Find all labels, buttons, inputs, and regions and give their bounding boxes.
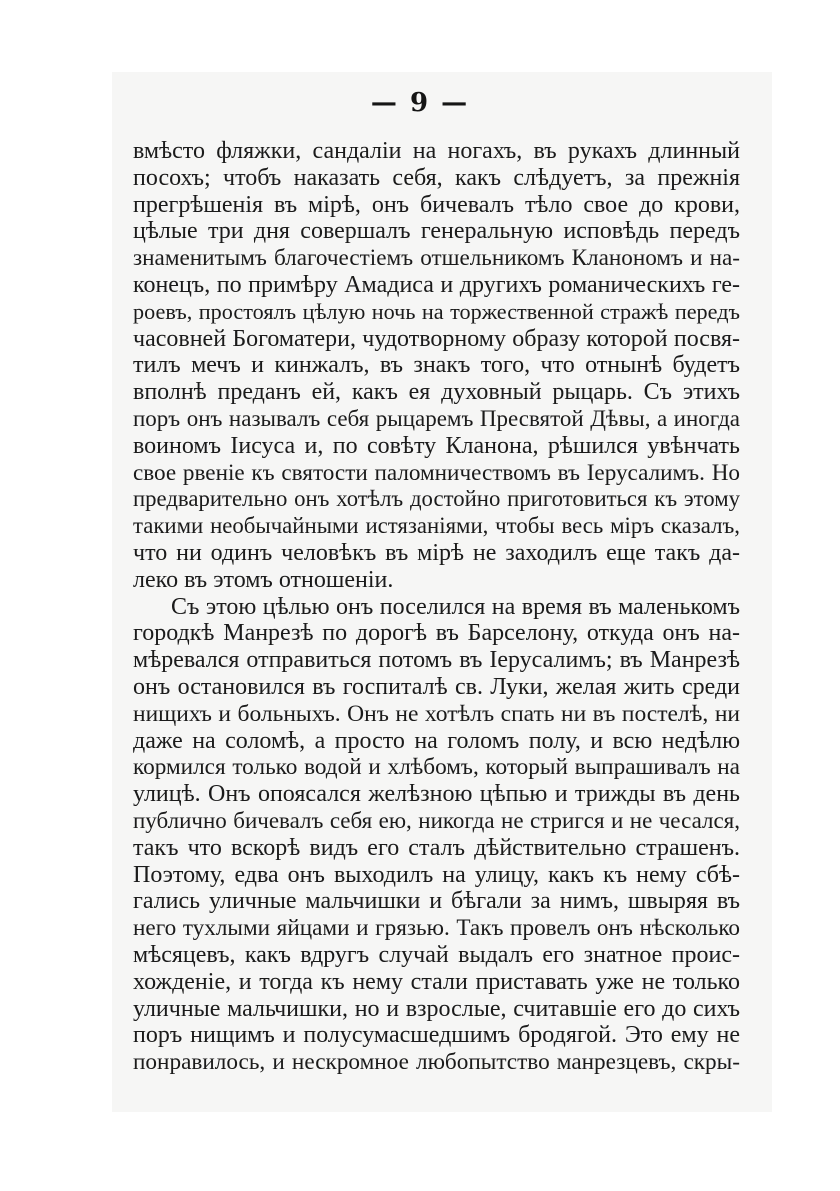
- body-text: [133, 138, 740, 1076]
- text-line: что ни одинъ человѣкъ въ мірѣ не заходилъ еще такъ да-: [133, 539, 740, 566]
- text-line: понравилось, и нескромное любопытство манрезцевъ, скры-: [133, 1049, 740, 1076]
- paragraph-1: [133, 138, 740, 594]
- text-line: нищихъ и больныхъ. Онъ не хотѣлъ спать ни въ постелѣ, ни: [133, 700, 740, 727]
- text-line: городкѣ Манрезѣ по дорогѣ въ Барселону, откуда онъ на-: [133, 620, 740, 647]
- text-line: публично бичевалъ себя ею, никогда не стригся и не чесался,: [133, 807, 740, 833]
- page-number: — 9 —: [370, 88, 470, 118]
- text-line: мѣревался отправиться потомъ въ Іерусалимъ; въ Манрезѣ: [133, 647, 740, 674]
- text-line: конецъ, по примѣру Амадиса и другихъ романическихъ ге-: [133, 271, 740, 298]
- text-line: уличные мальчишки, но и взрослые, считавшіе его до сихъ: [133, 995, 740, 1022]
- text-line: улицѣ. Онъ опоясался желѣзною цѣпью и трижды въ день: [133, 781, 740, 808]
- text-line: хожденіе, и тогда къ нему стали приставать уже не только: [133, 968, 740, 995]
- text-line: вмѣсто фляжки, сандаліи на ногахъ, въ рукахъ длинный: [133, 138, 740, 164]
- text-line: роевъ, простоялъ цѣлую ночь на торжественной стражѣ передъ: [133, 298, 740, 324]
- text-line: кормился только водой и хлѣбомъ, который выпрашивалъ на: [133, 754, 740, 781]
- text-line: знаменитымъ благочестіемъ отшельникомъ Кланономъ и на-: [133, 245, 740, 272]
- text-line: посохъ; чтобъ наказать себя, какъ слѣдуетъ, за прежнія: [133, 164, 740, 191]
- text-line: вполнѣ преданъ ей, какъ ея духовный рыцарь. Съ этихъ: [133, 379, 740, 406]
- text-line: свое рвеніе къ святости паломничествомъ въ Іерусалимъ. Но: [133, 459, 740, 486]
- text-line: предварительно онъ хотѣлъ достойно приготовиться къ этому: [133, 486, 740, 512]
- text-line: поръ нищимъ и полусумасшедшимъ бродягой. Это ему не: [133, 1022, 740, 1049]
- text-line: даже на соломѣ, а просто на голомъ полу, и всю недѣлю: [133, 727, 740, 754]
- text-line: мѣсяцевъ, какъ вдругъ случай выдалъ его знатное проис-: [133, 941, 740, 968]
- text-line: него тухлыми яйцами и грязью. Такъ провелъ онъ нѣсколько: [133, 915, 740, 942]
- text-line: гались уличные мальчишки и бѣгали за нимъ, швыряя въ: [133, 888, 740, 915]
- text-line: часовней Богоматери, чудотворному образу которой посвя-: [133, 325, 740, 352]
- text-line: такими необычайными истязаніями, чтобы весь міръ сказалъ,: [133, 513, 740, 539]
- text-line: тилъ мечъ и кинжалъ, въ знакъ того, что отнынѣ будетъ: [133, 352, 740, 379]
- paragraph-2: [133, 594, 740, 1076]
- text-line: онъ остановился въ госпиталѣ св. Луки, желая жить среди: [133, 673, 740, 700]
- text-line: Поэтому, едва онъ выходилъ на улицу, какъ къ нему сбѣ-: [133, 861, 740, 888]
- text-line: воиномъ Іисуса и, по совѣту Кланона, рѣшился увѣнчать: [133, 432, 740, 459]
- text-line: цѣлые три дня совершалъ генеральную исповѣдь передъ: [133, 218, 740, 245]
- text-line: прегрѣшенія въ мірѣ, онъ бичевалъ тѣло свое до крови,: [133, 191, 740, 218]
- text-line: такъ что вскорѣ видъ его сталъ дѣйствительно страшенъ.: [133, 834, 740, 861]
- text-line: Съ этою цѣлью онъ поселился на время въ маленькомъ: [171, 593, 740, 620]
- text-line: поръ онъ называлъ себя рыцаремъ Пресвятой Дѣвы, а иногда: [133, 405, 740, 431]
- text-line: леко въ этомъ отношеніи.: [133, 566, 394, 593]
